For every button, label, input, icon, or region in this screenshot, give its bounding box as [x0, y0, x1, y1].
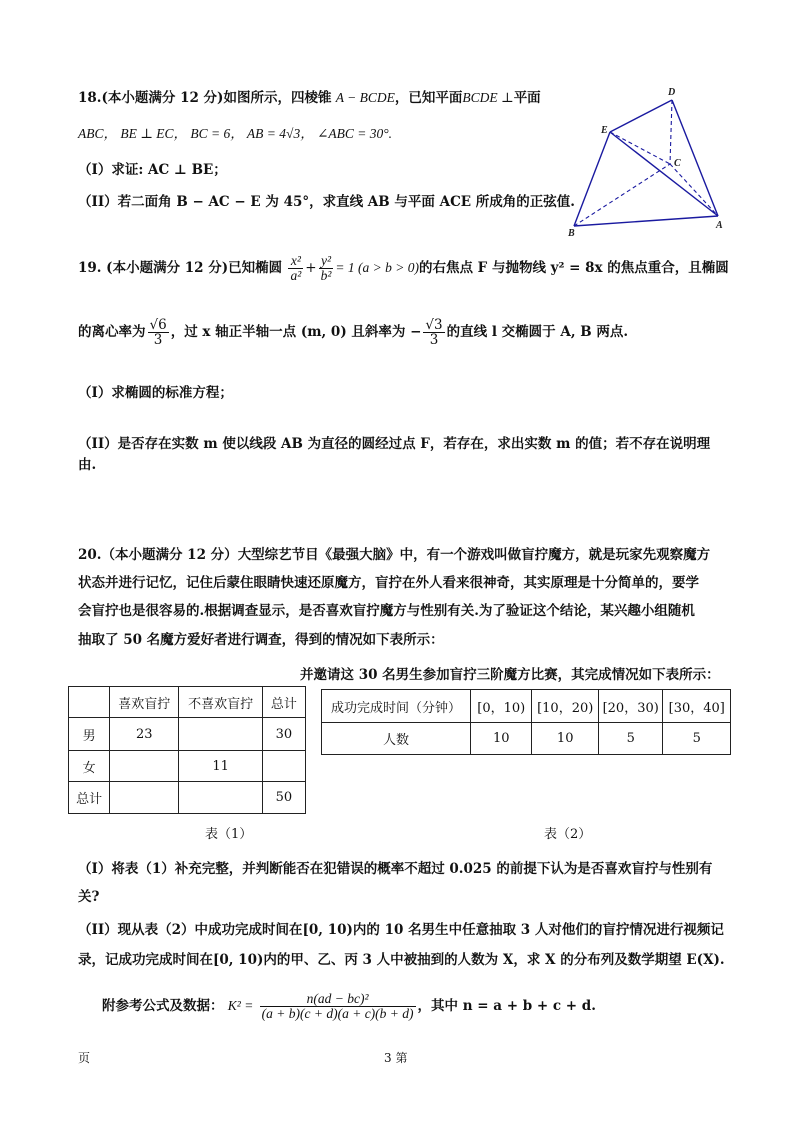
edge-bc [574, 164, 670, 226]
label-a: A [716, 220, 723, 231]
q19-part1: （I）求椭圆的标准方程； [78, 385, 233, 401]
table-1-caption: 表（1） [205, 827, 253, 842]
edge-ca [670, 164, 718, 216]
table-row: 男 23 30 [69, 718, 306, 751]
edge-dc [670, 100, 672, 164]
q20-part1-line2: 关? [78, 889, 100, 905]
label-d: D [668, 87, 676, 98]
q18-part2: （II）若二面角 B − AC − E 为 45°，求直线 AB 与平面 ACE 所成角的正弦值. [78, 194, 576, 210]
edge-be [574, 132, 610, 226]
table-2-caption: 表（2） [544, 827, 592, 842]
frac-y2-b2: $\frac{\text{y²}}{\text{b²}}$ [320, 253, 332, 284]
table-1 [68, 686, 306, 814]
footer-left: 页 [78, 1051, 91, 1065]
edge-ed [610, 100, 672, 132]
frac-slope: $\frac{√3}{3}$ [425, 317, 443, 349]
q20-line4: 抽取了 50 名魔方爱好者进行调查，得到的情况如下表所示： [78, 632, 444, 648]
table-row: 女 11 [69, 751, 306, 782]
q20-line1: 20.（本小题满分 12 分）大型综艺节目《最强大脑》中，有一个游戏叫做盲拧魔方，就是玩家先观察魔方 [78, 547, 711, 563]
q20-part2-line1: （II）现从表（2）中成功完成时间在[0, 10)内的 10 名男生中任意抽取 3 人对他们的盲拧情况进行视频记 [78, 922, 724, 938]
q18-heading: 18.(本小题满分 12 分) [78, 90, 224, 106]
q19-line2: 的离心率为 $\frac{√6}{3}$ ，过 x 轴正半轴一点 (m, 0) 且斜率为 − $\frac{√3}{3}$ 的直线 l 交椭圆于 A, B 两点. [78, 317, 629, 349]
q19-heading: 19. (本小题满分 12 分) [78, 260, 229, 277]
frac-x2-a2: $\frac{\text{x²}}{\text{a²}}$ [290, 253, 302, 284]
q20-part1-line1: （I）将表（1）补充完整，并判断能否在犯错误的概率不超过 0.025 的前提下认为是否喜欢盲拧与性别有 [78, 861, 713, 877]
label-b: B [568, 228, 575, 236]
q18-line1: 18.(本小题满分 12 分)如图所示，四棱锥 A − BCDE，已知平面BCDE ⊥平面 [78, 90, 541, 106]
table-2 [321, 689, 731, 755]
edge-ec [610, 132, 670, 164]
q18-line2: ABC， BE ⊥ EC， BC = 6， AB = 4√3， ∠ABC = 30°. [78, 126, 393, 141]
edge-ba [574, 216, 718, 226]
label-c: C [674, 158, 681, 169]
q20-heading: 20.（本小题满分 12 分） [78, 547, 238, 563]
pyramid-figure [566, 84, 726, 236]
q20-line3: 会盲拧也是很容易的.根据调查显示，是否喜欢盲拧魔方与性别有关.为了验证这个结论，某兴趣小组随机 [78, 603, 695, 619]
q19-line1: 19. (本小题满分 12 分)已知椭圆 $\frac{\text{x²}}{\text{a²}}$ + $\frac{\text{y²}}{\text{b²}}$ = 1 (a > b > 0)的右焦点 F 与抛物线 y² = 8x 的焦点重合，且椭圆 [78, 253, 729, 284]
frac-ecc: $\frac{√6}{3}$ [149, 317, 167, 349]
q19-part2-line2: 由. [78, 457, 97, 473]
q20-line5: 并邀请这 30 名男生参加盲拧三阶魔方比赛，其完成情况如下表所示： [300, 667, 720, 683]
reference-formula: 附参考公式及数据： K² = $\frac{\text{n(ad − bc)²}}{(a + b)(c + d)(a + c)(b + d)}$ ，其中 n = a + b + c + d. [102, 991, 596, 1022]
table-row: 人数 10 10 5 5 [322, 723, 731, 755]
q18-part1: （I）求证: AC ⊥ BE； [78, 162, 227, 178]
q20-line2: 状态并进行记忆，记住后蒙住眼睛快速还原魔方，盲拧在外人看来很神奇，其实原理是十分简单的，要学 [78, 575, 699, 591]
table-row: 成功完成时间（分钟） [0，10) [10，20) [20，30) [30，40] [322, 690, 731, 723]
q20-part2-line2: 录，记成功完成时间在[0, 10)内的甲、乙、丙 3 人中被抽到的人数为 X，求 X 的分布列及数学期望 E(X). [78, 952, 725, 968]
q19-part2-line1: （II）是否存在实数 m 使以线段 AB 为直径的圆经过点 F，若存在，求出实数 m 的值；若不存在说明理 [78, 436, 711, 452]
page-number: 3 第 [384, 1051, 408, 1065]
table-row: 喜欢盲拧 不喜欢盲拧 总计 [69, 687, 306, 718]
table-row: 总计 50 [69, 782, 306, 814]
frac-k2: $\frac{\text{n(ad − bc)²}}{(a + b)(c + d)(a + c)(b + d)}$ [261, 991, 414, 1022]
label-e: E [601, 125, 608, 136]
